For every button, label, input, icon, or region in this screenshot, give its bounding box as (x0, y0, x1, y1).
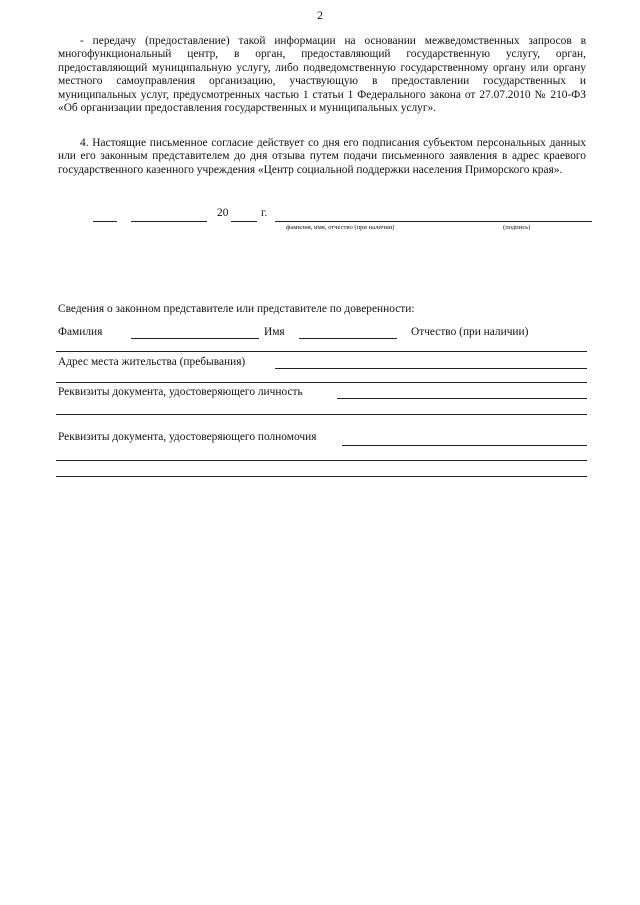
year-suffix: г. (261, 207, 268, 219)
address-label: Адрес места жительства (пребывания) (58, 356, 246, 368)
day-field[interactable] (93, 221, 117, 222)
month-field[interactable] (131, 221, 207, 222)
authority-document-field-line-2[interactable] (56, 460, 587, 461)
page-number: 2 (317, 8, 323, 22)
authority-document-label: Реквизиты документа, удостоверяющего полномочия (58, 431, 317, 443)
surname-label: Фамилия (58, 326, 103, 338)
id-document-field[interactable] (337, 398, 587, 399)
authority-document-field-line-3[interactable] (56, 476, 587, 477)
year-prefix: 20 (217, 207, 229, 219)
consent-paragraph-validity: 4. Настоящие письменное согласие действует со дня его подписания субъектом персональных данных или его законным представителем до дня отзыва путем подачи письменного заявления в адрес краевого государственного казенного учреждения «Центр социальной поддержки населения Приморского края». (58, 137, 586, 176)
address-field[interactable] (275, 368, 587, 369)
address-field-line-2[interactable] (56, 382, 587, 383)
name-label: Имя (264, 326, 285, 338)
name-continuation-line[interactable] (56, 351, 587, 352)
consent-paragraph-transfer: - передачу (предоставление) такой информации на основании межведомственных запросов в многофункциональный центр, в орган, предоставляющий государственную услугу, орган, предоставляющий муниципальную услугу, либо подведомственную государственному органу или органу местного самоуправления организацию, участвующую в предоставлении государственных и муниципальных услуг, предусмотренных частью 1 статьи 1 Федерального закона от 27.07.2010 № 210-ФЗ «Об организации предоставления государственных и муниципальных услуг». (58, 35, 586, 115)
signature-caption: (подпись) (503, 224, 531, 231)
id-document-field-line-2[interactable] (56, 414, 587, 415)
id-document-label: Реквизиты документа, удостоверяющего личность (58, 386, 303, 398)
surname-field[interactable] (131, 338, 259, 339)
first-name-field[interactable] (299, 338, 397, 339)
year-field[interactable] (231, 221, 257, 222)
name-caption: фамилия, имя, отчество (при наличии) (286, 224, 395, 231)
patronymic-label: Отчество (при наличии) (411, 326, 529, 338)
representative-heading: Сведения о законном представителе или представителе по доверенности: (58, 303, 415, 315)
authority-document-field[interactable] (342, 445, 587, 446)
name-signature-field[interactable] (275, 221, 592, 222)
